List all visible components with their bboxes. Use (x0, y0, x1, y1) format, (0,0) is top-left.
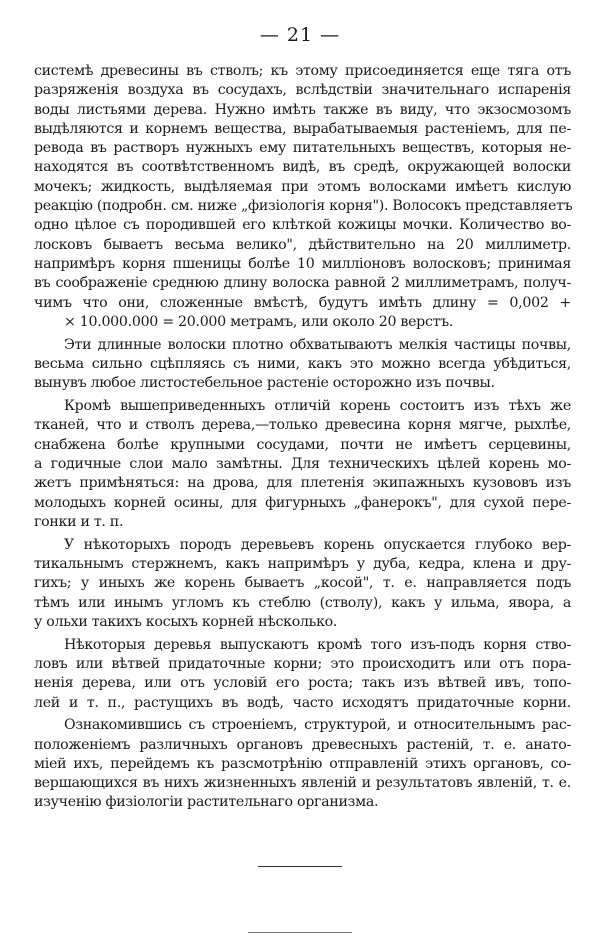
text-line: міей ихъ, перейдемъ къ разсмотрѣнію отправленій этихъ органовъ, со- (34, 755, 571, 772)
text-line: ревода въ растворъ нужныхъ ему питательныхъ веществъ, которыя не- (34, 140, 571, 157)
text-line: ненія дерева, или отъ условій его роста; такъ изъ вѣтвей ивъ, топо- (34, 675, 571, 692)
text-line: одно цѣлое съ породившей его клѣткой кожицы мочки. Количество во- (34, 217, 571, 234)
paragraph-5 (34, 636, 571, 713)
text-line: лосковъ бываетъ весьма велико", дѣйствительно на 20 миллиметр. (34, 236, 571, 253)
text-line: × 10.000.000 = 20.000 метрамъ, или около 20 верстъ. (64, 313, 454, 330)
text-line: У нѣкоторыхъ породъ деревьевъ корень опускается глубоко вер- (64, 536, 571, 553)
closing-rule (258, 866, 342, 867)
bottom-rule (248, 932, 352, 933)
paragraph-6 (34, 716, 571, 812)
text-line: реакцію (подробн. см. ниже „физіологія корня"). Волосокъ представляетъ (34, 198, 573, 215)
text-line: системѣ древесины въ стволъ; къ этому присоединяется еще тяга отъ (34, 63, 571, 79)
text-line: чимъ что они, сложенные вмѣстѣ, будутъ имѣть длину = 0,002 + (34, 294, 571, 311)
text-line: выдѣляются и корнемъ вещества, вырабатываемыя растеніемъ, для пе- (34, 120, 571, 137)
paragraph-4 (34, 536, 571, 632)
paragraph-3 (34, 397, 571, 532)
text-line: весьма сильно сцѣпляясь съ ними, какъ это можно всегда убѣдиться, (34, 355, 571, 372)
text-line: напримѣръ корня пшеницы болѣе 10 милліоновъ волосковъ; принимая (34, 255, 571, 272)
text-line: тканей, что и стволъ дерева,—только древесина корня мягче, рыхлѣе, (34, 417, 571, 434)
text-line: Ознакомившись съ строеніемъ, структурой, и относительнымъ рас- (64, 717, 571, 734)
text-line: положеніемъ различныхъ органовъ древесныхъ растеній, т. е. анато- (34, 736, 571, 753)
text-line: молодыхъ корней осины, для фигурныхъ „фанерокъ", для сухой пере- (34, 494, 571, 511)
text-line: у ольхи такихъ косыхъ корней нѣсколько. (34, 613, 338, 630)
text-line: гонки и т. п. (34, 513, 124, 530)
text-line: вершающихся въ нихъ жизненныхъ явленій и результатовъ явленій, т. е. (34, 775, 571, 792)
text-line: вынувъ любое листостебельное растеніе осторожно изъ почвы. (34, 375, 495, 392)
text-line: Кромѣ вышеприведенныхъ отличій корень состоитъ изъ тѣхъ же (64, 398, 571, 415)
page-number: — 21 — (259, 24, 341, 46)
text-line: находятся въ соотвѣтственномъ видѣ, въ средѣ, окружающей волоски (34, 159, 571, 176)
paragraph-1 (34, 62, 571, 332)
text-line: Нѣкоторыя деревья выпускаютъ кромѣ того изъ-подъ корня ство- (64, 636, 571, 653)
text-line: лей и т. п., растущихъ въ водѣ, часто исходятъ придаточные корни. (34, 694, 571, 711)
text-line: ловъ или вѣтвей придаточные корни; это происходитъ или отъ пора- (34, 655, 571, 672)
body-text (34, 62, 571, 816)
text-line: воды листьями дерева. Нужно имѣть также въ виду, что экзосмозомъ (34, 101, 571, 118)
text-line: тикальнымъ стержнемъ, какъ напримѣръ у дуба, кедра, клена и дру- (34, 555, 571, 572)
text-line: гихъ; у иныхъ же корень бываетъ „косой", т. е. направляется подъ (34, 575, 571, 592)
text-line: снабжена болѣе крупными сосудами, почти не имѣетъ серцевины, (34, 436, 571, 453)
text-line: разряженія воздуха въ сосудахъ, вслѣдствіи значительнаго испаренія (34, 82, 571, 99)
text-line: жетъ примѣняться: на дрова, для плетенія экипажныхъ кузововъ изъ (34, 475, 571, 492)
text-line: въ соображеніе среднюю длину волоска равной 2 миллиметрамъ, получ- (34, 275, 571, 292)
paragraph-2 (34, 336, 571, 394)
text-line: а годичные слои мало замѣтны. Для техническихъ цѣлей корень мо- (34, 455, 571, 472)
text-line: изученію физіологіи растительнаго организма. (34, 794, 379, 811)
text-line: Эти длинные волоски плотно обхватываютъ мелкія частицы почвы, (64, 336, 571, 353)
text-line: тѣмъ или инымъ угломъ къ стеблю (стволу), какъ у ильма, явора, а (34, 594, 571, 611)
text-line: мочекъ; жидкость, выдѣляемая при этомъ волосками имѣетъ кислую (34, 178, 571, 195)
